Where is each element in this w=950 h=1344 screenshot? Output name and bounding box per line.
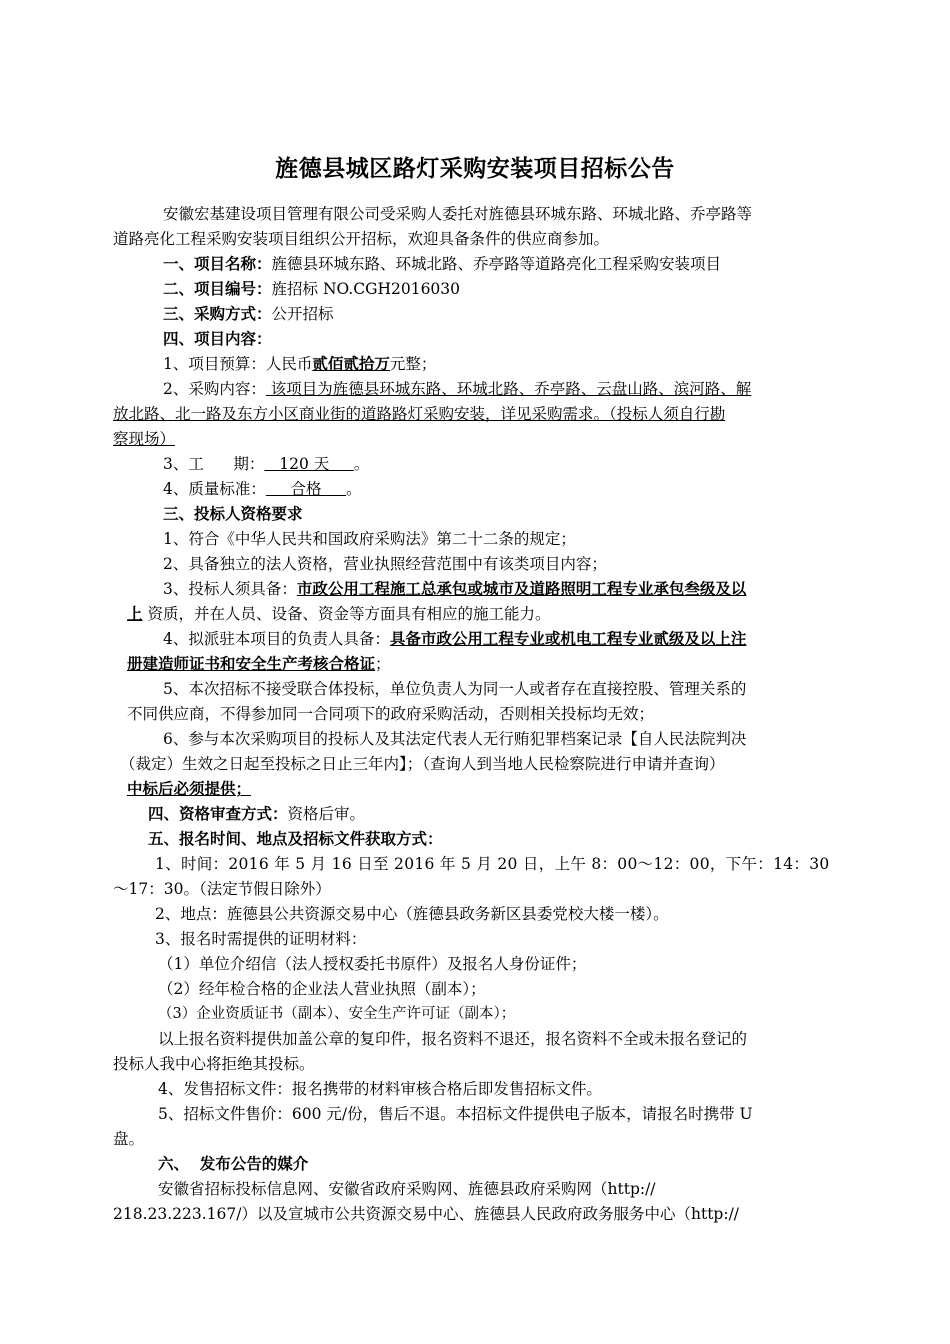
intro-line-2: 道路亮化工程采购安装项目组织公开招标，欢迎具备条件的供应商参加。	[113, 230, 610, 248]
project-content-label: 四、项目内容：	[163, 330, 272, 348]
period-line	[163, 454, 369, 474]
content-text-2b: （投标人须自行勘	[609, 405, 726, 423]
period-suffix: 。	[353, 455, 370, 473]
qualification-r5-line1: 5、本次招标不接受联合体投标，单位负责人为同一人或者存在直接控股、管理关系的	[163, 680, 747, 698]
qualification-r6-line1: 6、参与本次采购项目的投标人及其法定代表人无行贿犯罪档案记录【自人民法院判决	[163, 730, 747, 748]
content-line-1	[163, 379, 751, 399]
project-name-label: 一、项目名称：	[163, 255, 272, 273]
content-line-2	[113, 404, 725, 424]
media-heading: 六、 发布公告的媒介	[158, 1155, 309, 1173]
intro-line-1: 安徽宏基建设项目管理有限公司受采购人委托对旌德县环城东路、环城北路、乔亭路等	[163, 205, 753, 223]
r3-bold-1: 市政公用工程施工总承包或城市及道路照明工程专业承包叁级及以	[296, 580, 747, 598]
content-text-2a: 放北路、北一路及东方小区商业街的道路路灯采购安装，详见采购需求。	[113, 405, 610, 423]
qualification-r6-line2: （裁定）生效之日起至投标之日止三年内】；（查询人到当地人民检察院进行申请并查询）	[120, 755, 725, 773]
content-text-3: 察现场）	[113, 430, 176, 448]
registration-place: 2、地点：旌德县公共资源交易中心（旌德县政务新区县委党校大楼一楼）。	[155, 905, 669, 923]
material-item-1: （1）单位介绍信（法人授权委托书原件）及报名人身份证件；	[158, 955, 587, 973]
content-line-3	[113, 429, 175, 449]
registration-time-line1: 1、时间：2016 年 5 月 16 日至 2016 年 5 月 20 日，上午 8：00～12：00，下午：14：30	[155, 855, 830, 873]
procurement-method-label: 三、采购方式：	[163, 305, 272, 323]
r4-bold-1: 具备市政公用工程专业或机电工程专业贰级及以上注	[389, 630, 747, 648]
quality-value: 合格	[265, 480, 347, 498]
qualification-r5-line2: 不同供应商，不得参加同一合同项下的政府采购活动，否则相关投标均无效；	[127, 705, 655, 723]
project-name-value: 旌德县环城东路、环城北路、乔亭路等道路亮化工程采购安装项目	[271, 255, 722, 273]
procurement-method-value: 公开招标	[271, 305, 334, 323]
qualification-r2: 2、具备独立的法人资格，营业执照经营范围中有该类项目内容；	[163, 555, 607, 573]
registration-price-line2: 盘。	[113, 1130, 145, 1148]
budget-suffix: 元整；	[389, 355, 437, 373]
media-line1: 安徽省招标投标信息网、安徽省政府采购网、旌德县政府采购网（http://	[158, 1180, 656, 1198]
review-label: 四、资格审查方式：	[148, 805, 288, 823]
qualification-r1: 1、符合《中华人民共和国政府采购法》第二十二条的规定；	[163, 530, 576, 548]
budget-amount: 贰佰贰拾万	[312, 355, 390, 373]
project-number-value: 旌招标 NO.CGH2016030	[271, 280, 461, 298]
section-project-name	[163, 254, 721, 274]
registration-note-line1: 以上报名资料提供加盖公章的复印件，报名资料不退还，报名资料不全或未报名登记的	[158, 1030, 748, 1048]
content-prefix: 2、采购内容：	[163, 380, 266, 398]
section-project-content-heading	[163, 329, 272, 349]
r4-suffix: ；	[375, 655, 391, 673]
registration-materials: 3、报名时需提供的证明材料：	[155, 930, 367, 948]
material-item-2: （2）经年检合格的企业法人营业执照（副本）；	[158, 980, 486, 998]
content-text-1: 该项目为旌德县环城东路、环城北路、乔亭路、云盘山路、滨河路、解	[265, 380, 752, 398]
document-title: 旌德县城区路灯采购安装项目招标公告	[275, 156, 675, 182]
r4-bold-2: 册建造师证书和安全生产考核合格证	[127, 655, 376, 673]
qualification-heading: 三、投标人资格要求	[163, 505, 303, 523]
budget-line	[163, 354, 436, 374]
qualification-r3-line2	[127, 604, 550, 624]
section-project-number	[163, 279, 460, 299]
quality-prefix: 4、质量标准：	[163, 480, 266, 498]
registration-time-line2: ～17：30。（法定节假日除外）	[113, 880, 331, 898]
section-review-method	[148, 804, 365, 824]
material-item-3: （3）企业资质证书（副本）、安全生产许可证（副本）；	[158, 1006, 516, 1022]
quality-suffix: 。	[346, 480, 362, 498]
period-prefix: 3、工 期：	[163, 455, 265, 473]
registration-note-line2: 投标人我中心将拒绝其投标。	[113, 1055, 315, 1073]
qualification-r6-line3: 中标后必须提供；	[127, 780, 252, 798]
r3-suffix: 资质，并在人员、设备、资金等方面具有相应的施工能力。	[142, 605, 551, 623]
qualification-r3-line1	[163, 579, 746, 599]
budget-prefix: 1、项目预算：人民币	[163, 355, 313, 373]
media-line2: 218.23.223.167/）以及宣城市公共资源交易中心、旌德县人民政府政务服务中心（http://	[113, 1205, 740, 1223]
registration-sale: 4、发售招标文件：报名携带的材料审核合格后即发售招标文件。	[158, 1080, 602, 1098]
review-value: 资格后审。	[287, 805, 366, 823]
r3-bold-2: 上	[127, 605, 143, 623]
qualification-r4-line1	[163, 629, 746, 649]
registration-heading: 五、报名时间、地点及招标文件获取方式：	[148, 830, 443, 848]
quality-line	[163, 479, 362, 499]
registration-price-line1: 5、招标文件售价：600 元/份，售后不退。本招标文件提供电子版本，请报名时携带 U	[158, 1105, 753, 1123]
qualification-r4-line2	[127, 654, 391, 674]
r4-prefix: 4、拟派驻本项目的负责人具备：	[163, 630, 390, 648]
r3-prefix: 3、投标人须具备：	[163, 580, 297, 598]
period-value: 120 天	[264, 455, 354, 473]
section-procurement-method	[163, 304, 334, 324]
project-number-label: 二、项目编号：	[163, 280, 272, 298]
